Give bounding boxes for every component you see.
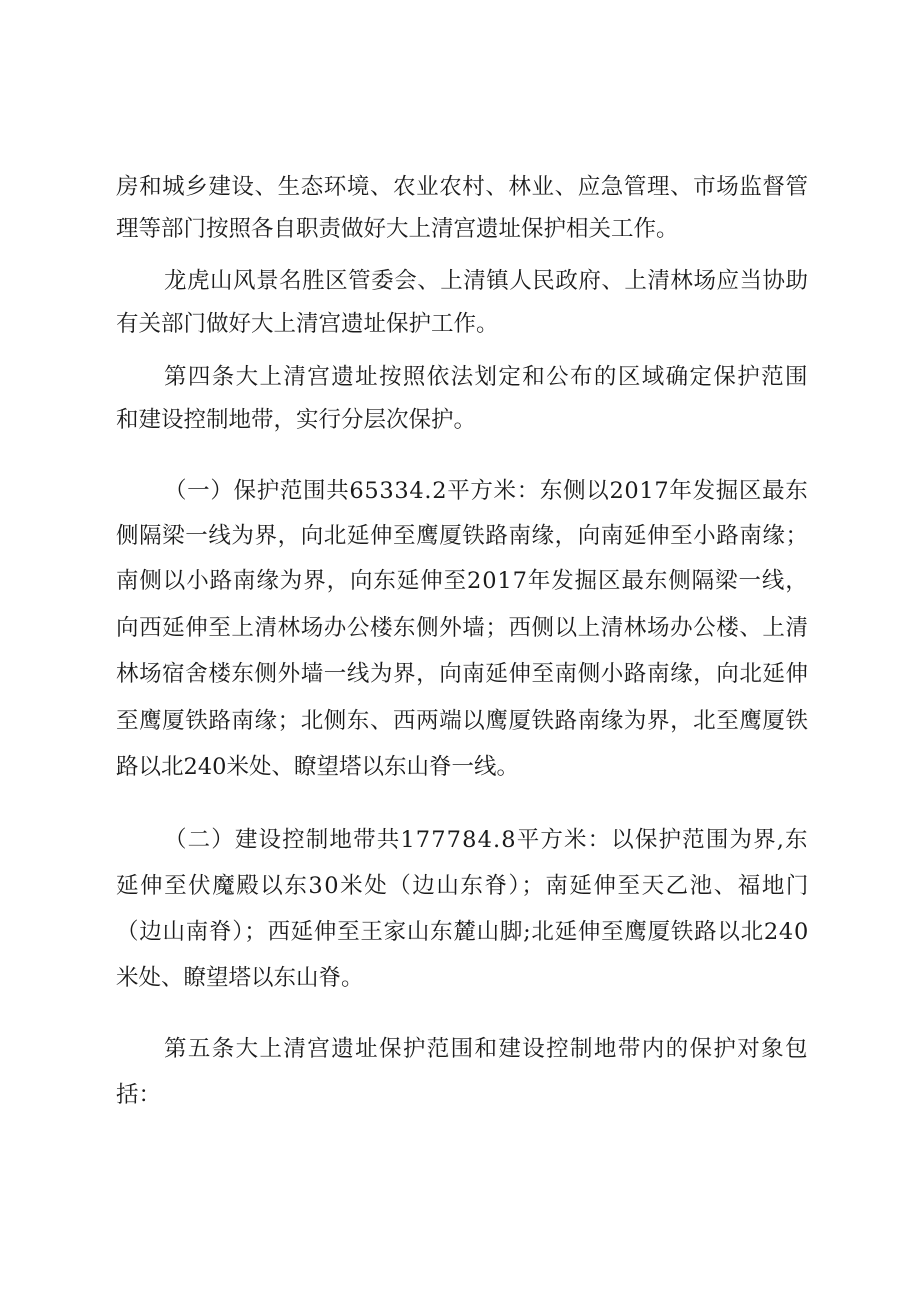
paragraph-4-line-6: 至鹰厦铁路南缘；北侧东、西两端以鹰厦铁路南缘为界，北至鹰厦铁: [116, 708, 809, 734]
paragraph-3-line-1: 第四条大上清宫遗址按照依法划定和公布的区域确定保护范围: [164, 364, 809, 390]
paragraph-4-line-1: （一）保护范围共65334.2平方米：东侧以2017年发掘区最东: [164, 478, 809, 504]
paragraph-2-line-1: 龙虎山风景名胜区管委会、上清镇人民政府、上清林场应当协助: [164, 268, 809, 294]
paragraph-5-line-3: （边山南脊）；西延伸至王家山东麓山脚;北延伸至鹰厦铁路以北240: [116, 919, 810, 945]
paragraph-1-line-2: 理等部门按照各自职责做好大上清宫遗址保护相关工作。: [116, 216, 679, 242]
paragraph-3-line-2: 和建设控制地带，实行分层次保护。: [116, 407, 477, 433]
paragraph-5-line-4: 米处、瞭望塔以东山脊。: [116, 965, 364, 991]
paragraph-4-line-4: 向西延伸至上清林场办公楼东侧外墙；西侧以上清林场办公楼、上清: [116, 615, 809, 641]
paragraph-1-line-1: 房和城乡建设、生态环境、农业农村、林业、应急管理、市场监督管: [116, 174, 809, 200]
paragraph-2-line-2: 有关部门做好大上清宫遗址保护工作。: [116, 311, 499, 337]
paragraph-6-line-2: 括：: [116, 1082, 162, 1108]
paragraph-4-line-5: 林场宿舍楼东侧外墙一线为界，向南延伸至南侧小路南缘，向北延伸: [116, 661, 809, 687]
paragraph-4-line-3: 南侧以小路南缘为界，向东延伸至2017年发掘区最东侧隔梁一线，: [116, 568, 809, 594]
paragraph-4-line-2: 侧隔梁一线为界，向北延伸至鹰厦铁路南缘，向南延伸至小路南缘；: [116, 523, 809, 549]
paragraph-6-line-1: 第五条大上清宫遗址保护范围和建设控制地带内的保护对象包: [164, 1036, 809, 1062]
paragraph-4-line-7: 路以北240米处、瞭望塔以东山脊一线。: [116, 754, 519, 780]
paragraph-5-line-1: （二）建设控制地带共177784.8平方米：以保护范围为界,东: [164, 827, 809, 853]
paragraph-5-line-2: 延伸至伏魔殿以东30米处（边山东脊）；南延伸至天乙池、福地门: [116, 873, 810, 899]
